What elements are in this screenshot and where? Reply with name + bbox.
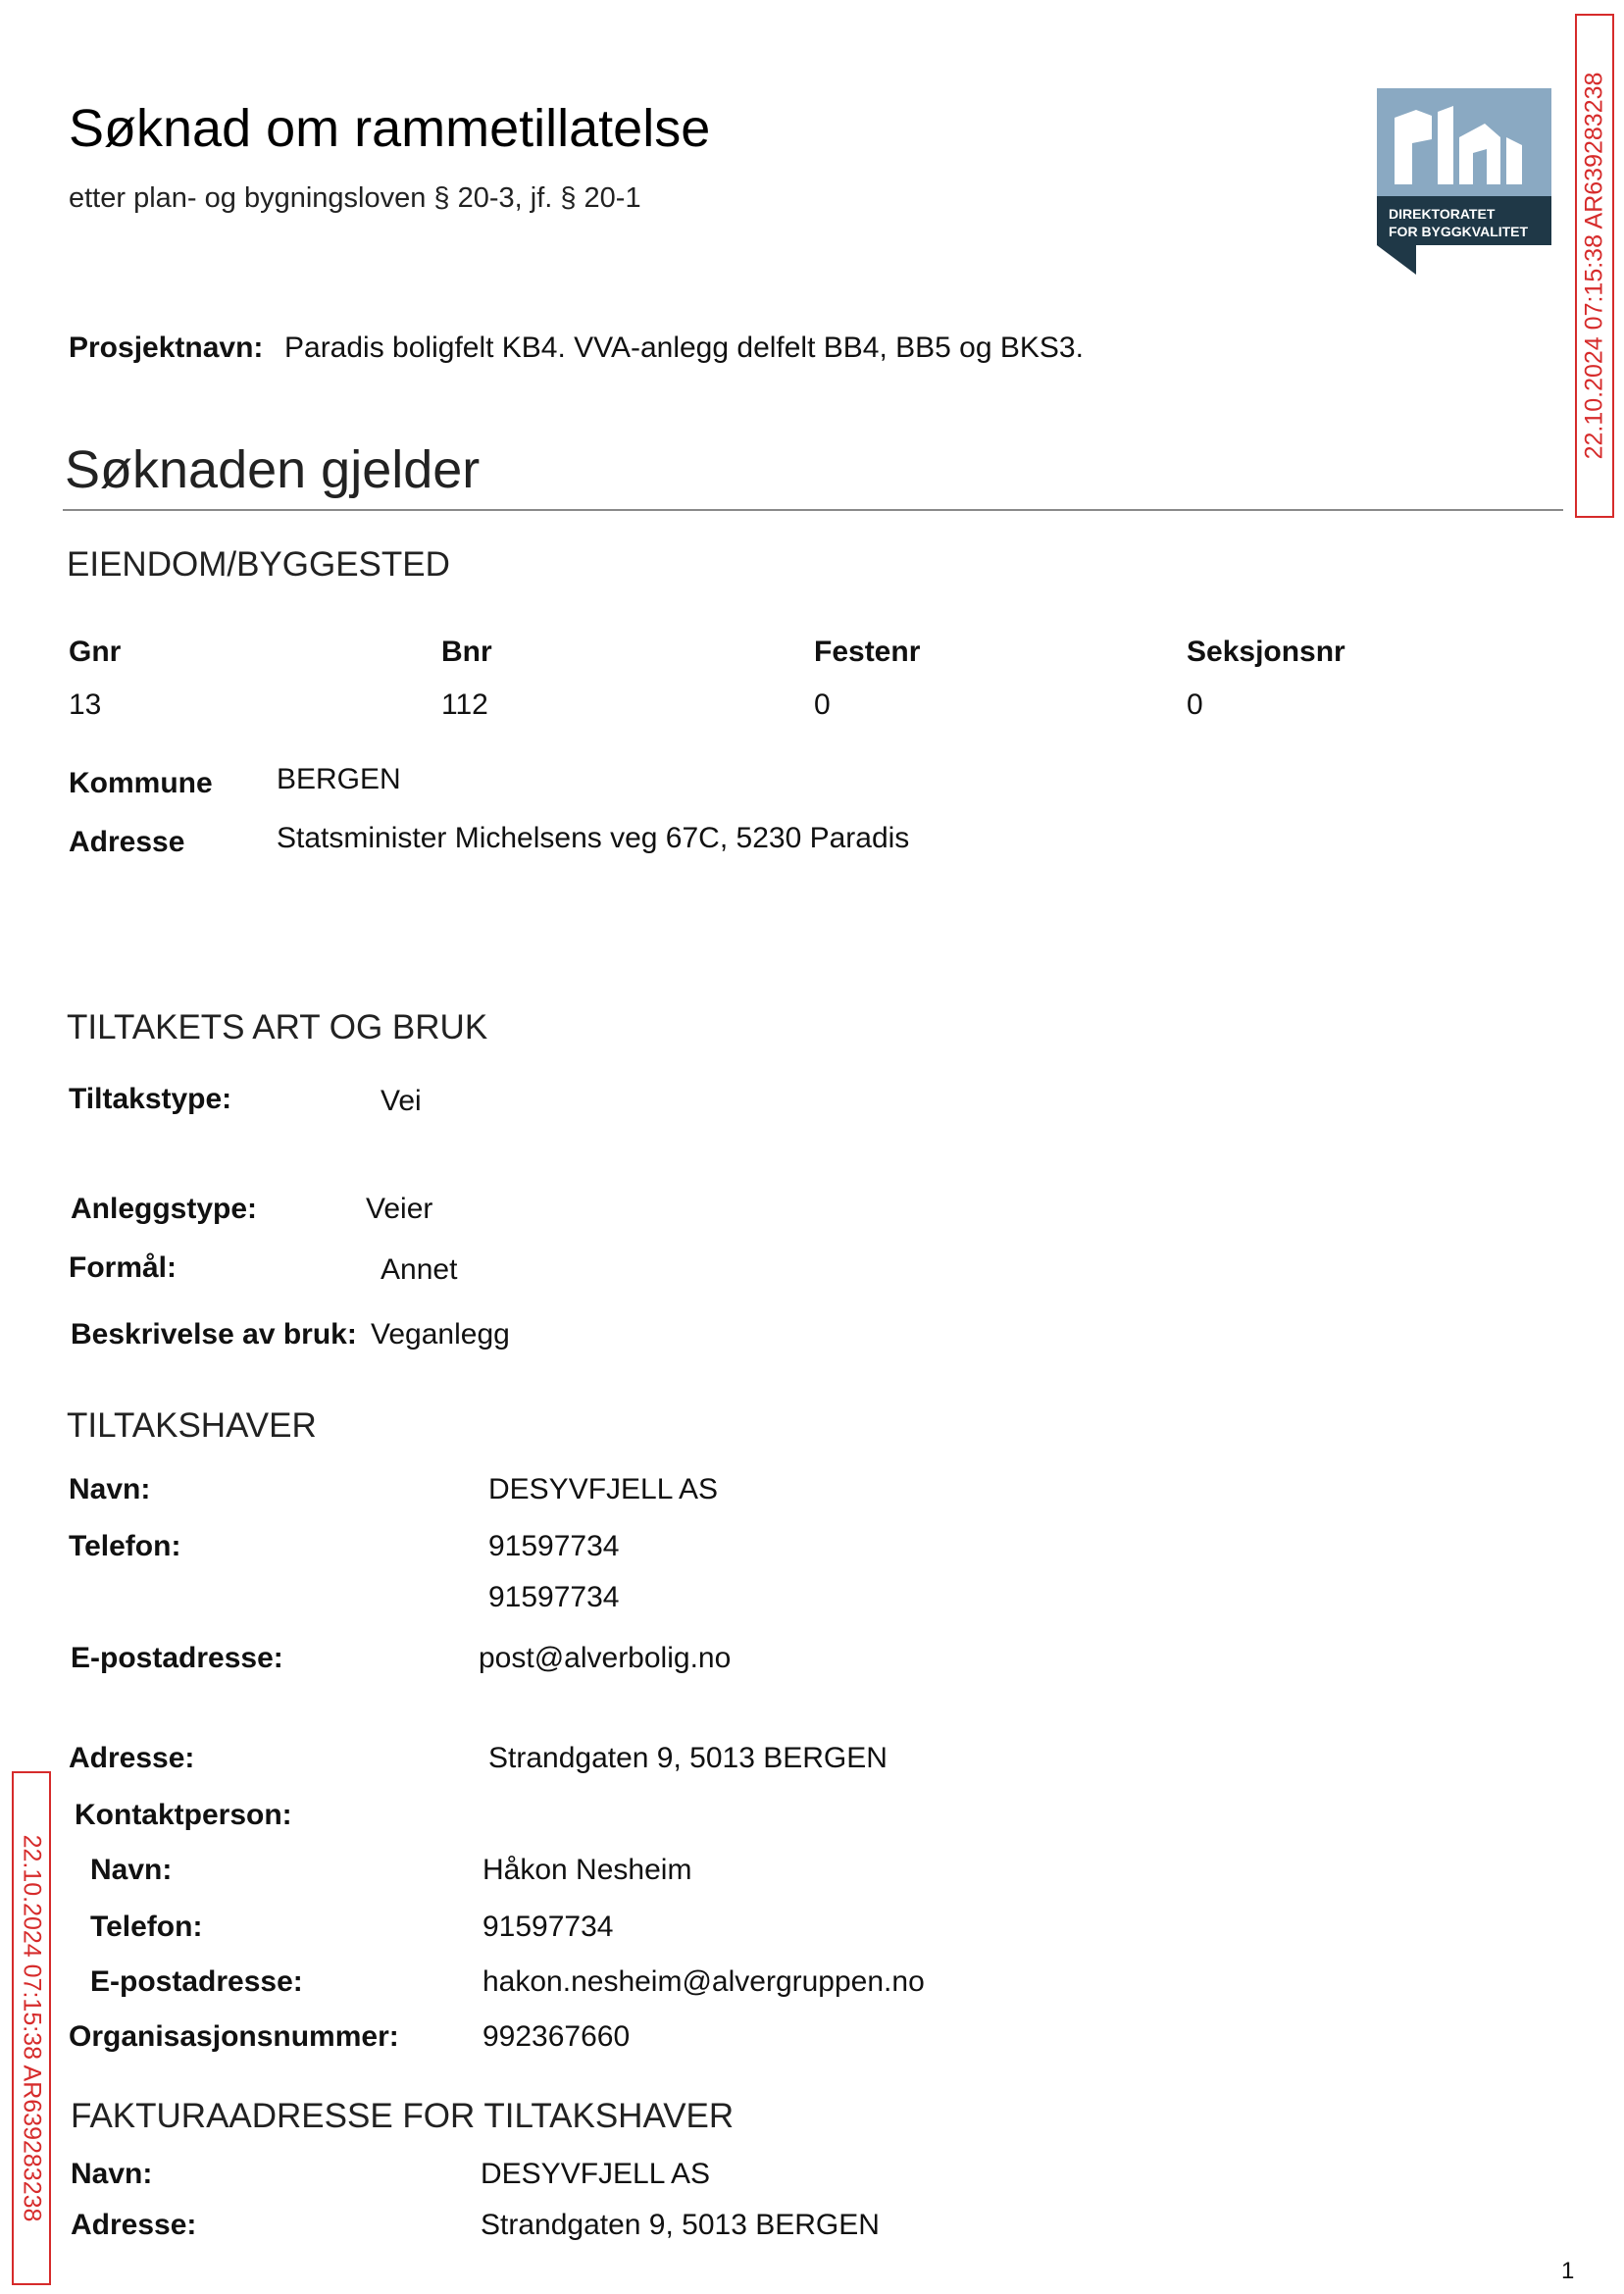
stamp-text: 22.10.2024 07:15:38 AR639283238 <box>18 1834 46 2222</box>
tiltakstype-value: Vei <box>381 1085 422 1117</box>
tiltakshaver-epost-value: post@alverbolig.no <box>479 1642 732 1674</box>
kontakt-epost-label: E-postadresse: <box>90 1965 303 1998</box>
tiltakshaver-telefon-value: 91597734 <box>488 1530 620 1562</box>
kontakt-telefon-label: Telefon: <box>90 1911 203 1943</box>
tiltakshaver-epost-label: E-postadresse: <box>71 1642 283 1674</box>
faktura-heading: FAKTURAADRESSE FOR TILTAKSHAVER <box>71 2097 735 2135</box>
tiltak-heading: TILTAKETS ART OG BRUK <box>67 1008 488 1046</box>
anleggstype-label: Anleggstype: <box>71 1193 258 1225</box>
faktura-adresse-label: Adresse: <box>71 2209 197 2241</box>
festenr-label: Festenr <box>814 636 921 668</box>
adresse-label: Adresse <box>69 826 185 858</box>
festenr-value: 0 <box>814 688 831 721</box>
bnr-label: Bnr <box>441 636 492 668</box>
tiltakshaver-telefon-value-2: 91597734 <box>488 1581 620 1613</box>
page-title: Søknad om rammetillatelse <box>69 99 711 158</box>
gnr-value: 13 <box>69 688 102 721</box>
timestamp-stamp-bottom <box>12 1771 51 2285</box>
heading-divider <box>63 509 1563 511</box>
faktura-navn-value: DESYVFJELL AS <box>481 2158 710 2190</box>
seksjonsnr-label: Seksjonsnr <box>1187 636 1345 668</box>
dibk-logo <box>1377 88 1551 275</box>
stamp-text: 22.10.2024 07:15:38 AR639283238 <box>1580 72 1608 460</box>
kontakt-navn-value: Håkon Nesheim <box>482 1854 692 1886</box>
tiltakshaver-telefon-label: Telefon: <box>69 1530 181 1562</box>
faktura-navn-label: Navn: <box>71 2158 153 2190</box>
adresse-value: Statsminister Michelsens veg 67C, 5230 Paradis <box>277 822 910 854</box>
tiltakshaver-adresse-value: Strandgaten 9, 5013 BERGEN <box>488 1742 888 1774</box>
tiltakshaver-navn-value: DESYVFJELL AS <box>488 1473 718 1505</box>
project-label: Prosjektnavn: <box>69 331 264 364</box>
faktura-adresse-value: Strandgaten 9, 5013 BERGEN <box>481 2209 880 2241</box>
timestamp-stamp-top <box>1575 14 1614 518</box>
kommune-label: Kommune <box>69 767 213 799</box>
kontakt-telefon-value: 91597734 <box>482 1911 614 1943</box>
tiltakshaver-navn-label: Navn: <box>69 1473 151 1505</box>
anleggstype-value: Veier <box>366 1193 433 1225</box>
kontakt-navn-label: Navn: <box>90 1854 173 1886</box>
page-number: 1 <box>1561 2258 1575 2284</box>
formal-value: Annet <box>381 1253 458 1286</box>
formal-label: Formål: <box>69 1251 178 1284</box>
bnr-value: 112 <box>441 688 488 721</box>
kommune-value: BERGEN <box>277 763 401 795</box>
tiltakshaver-adresse-label: Adresse: <box>69 1742 195 1774</box>
page-subtitle: etter plan- og bygningsloven § 20-3, jf. § 20-1 <box>69 182 641 214</box>
orgnr-label: Organisasjonsnummer: <box>69 2020 399 2053</box>
kontaktperson-label: Kontaktperson: <box>75 1799 292 1831</box>
kontakt-epost-value: hakon.nesheim@alvergruppen.no <box>482 1965 925 1998</box>
logo-text-line2: FOR BYGGKVALITET <box>1389 224 1529 239</box>
tiltakshaver-heading: TILTAKSHAVER <box>67 1406 317 1445</box>
beskrivelse-label: Beskrivelse av bruk: <box>71 1318 357 1351</box>
project-value: Paradis boligfelt KB4. VVA-anlegg delfelt BB4, BB5 og BKS3. <box>284 331 1084 364</box>
eiendom-heading: EIENDOM/BYGGESTED <box>67 545 450 584</box>
seksjonsnr-value: 0 <box>1187 688 1203 721</box>
orgnr-value: 992367660 <box>482 2020 631 2053</box>
gnr-label: Gnr <box>69 636 122 668</box>
beskrivelse-value: Veganlegg <box>371 1318 510 1351</box>
section-heading: Søknaden gjelder <box>65 440 481 499</box>
tiltakstype-label: Tiltakstype: <box>69 1083 232 1115</box>
logo-text-line1: DIREKTORATET <box>1389 206 1496 222</box>
